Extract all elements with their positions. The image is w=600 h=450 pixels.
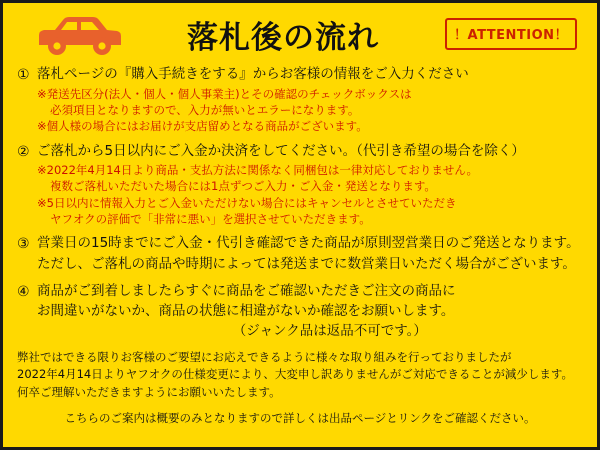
attention-badge: ！ATTENTION！ <box>445 18 577 50</box>
list-item <box>17 142 583 228</box>
list-item <box>17 282 583 342</box>
list-item <box>17 234 583 274</box>
step-text: 営業日の15時までにご入金・代引き確認できた商品が原則翌営業日のご発送となります。 <box>37 235 580 252</box>
step-number: ① <box>17 67 30 83</box>
footer <box>3 349 597 426</box>
step-note: 必須項目となりますので、入力が無いとエラーになります。 <box>50 102 360 117</box>
list-item <box>17 65 583 135</box>
step-note: ※5日以内に情報入力とご入金いただけない場合にはキャンセルとさせていただき <box>37 195 457 210</box>
step-note: ただし、ご落札の商品や時期によっては発送までに数営業日いただく場合がございます。 <box>37 256 576 273</box>
step-note: お間違いがないか、商品の状態に相違がないか確認をお願いします。 <box>37 303 455 320</box>
steps-list <box>3 65 597 342</box>
footer-line: 2022年4月14日よりヤフオクの仕様変更により、大変申し訳ありませんがご対応できることが減少します。 <box>17 367 573 382</box>
step-note: ※2022年4月14日より商品・支払方法に関係なく同梱包は一律対応しておりません。 <box>37 163 479 178</box>
footer-line: 弊社ではできる限りお客様のご要望にお応えできるように様々な取り組みを行っておりましたが <box>17 350 512 365</box>
car-icon <box>31 11 127 59</box>
step-note: ※個人様の場合にはお届けが支店留めとなる商品がございます。 <box>37 119 368 134</box>
step-number: ② <box>17 143 30 160</box>
step-number: ③ <box>17 236 30 253</box>
step-text: ご落札から5日以内にご入金か決済をしてください。（代引き希望の場合を除く） <box>37 142 525 159</box>
step-note: ※発送先区分(法人・個人・個人事業主)とその確認のチェックボックスは <box>37 86 412 101</box>
header <box>3 3 597 65</box>
step-text: 商品がご到着しましたらすぐに商品をご確認いただきご注文の商品に <box>37 282 456 299</box>
step-text: 落札ページの『購入手続きをする』からお客様の情報をご入力ください <box>37 66 469 82</box>
footer-line: 何卒ご理解いただきますようにお願いいたします。 <box>17 384 281 399</box>
footer-note: こちらのご案内は概要のみとなりますので詳しくは出品ページとリンクをご確認ください。 <box>64 410 536 425</box>
step-note: 複数ご落札いただいた場合には1点ずつご入力・ご入金・発送となります。 <box>50 179 436 194</box>
step-note: ヤフオクの評価で「非常に悪い」を選択させていただきます。 <box>50 212 371 227</box>
page-title: 落札後の流れ <box>187 19 379 56</box>
step-note: （ジャンク品は返品不可です。） <box>37 323 427 340</box>
step-number: ④ <box>17 283 30 300</box>
